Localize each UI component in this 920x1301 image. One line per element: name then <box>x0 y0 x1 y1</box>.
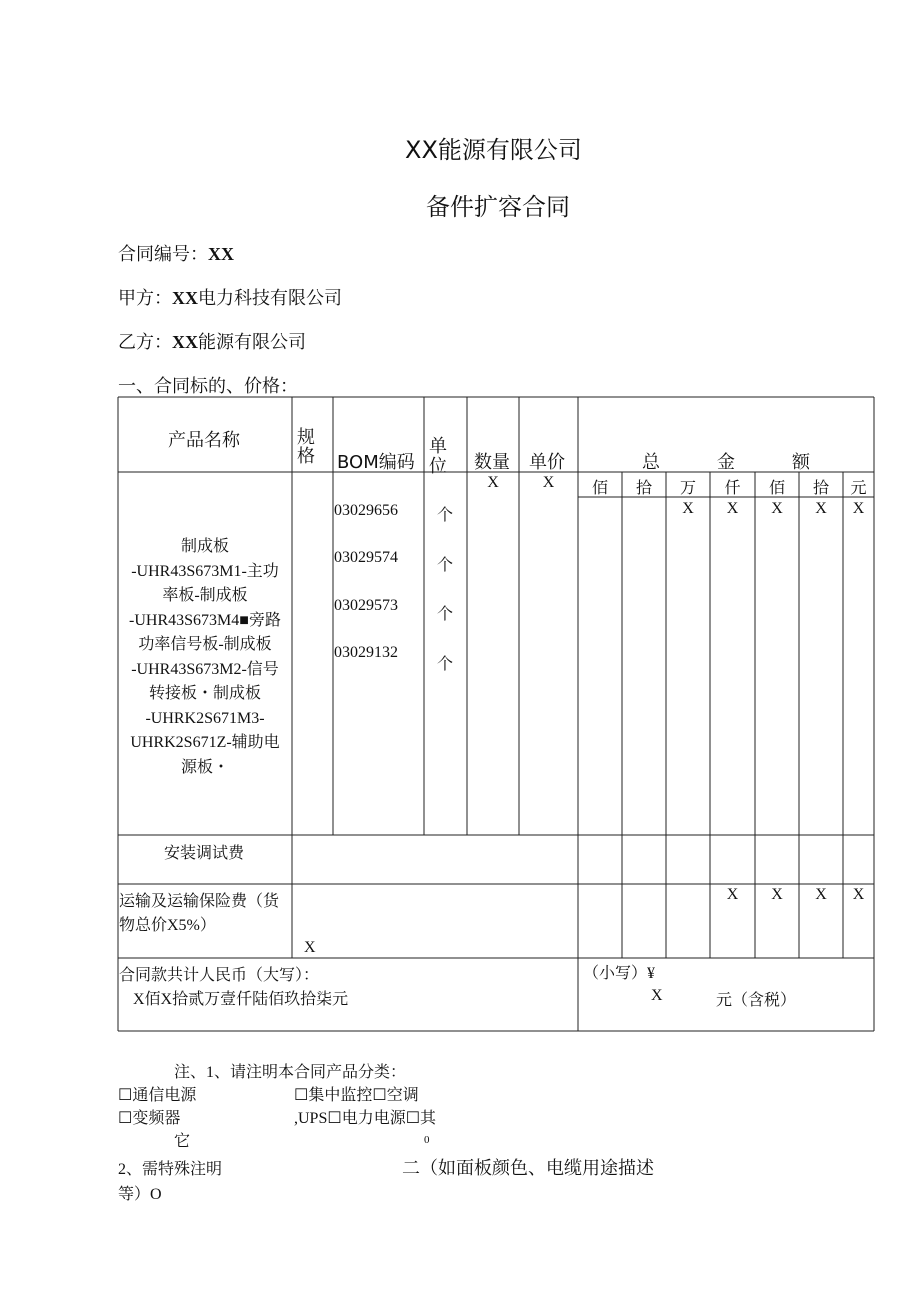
product-amount-qian: X <box>726 500 739 517</box>
header-total-2: 金 <box>717 452 735 473</box>
product-line: -UHR43S673M2-信号 <box>131 660 279 678</box>
digit-header-shi: 拾 <box>812 480 829 497</box>
product-line: 制成板 <box>180 538 229 555</box>
transport-line-2: 物总价X5%） <box>119 917 216 934</box>
digit-header-qian: 仟 <box>724 480 741 497</box>
header-spec-2: 格 <box>297 446 315 467</box>
install-fee-label: 安装调试费 <box>164 845 245 862</box>
option-communication-power: ☐通信电源 <box>118 1087 197 1104</box>
note-2-label: 2、需特殊注明 <box>118 1161 223 1178</box>
header-unit-1: 单 <box>429 436 447 457</box>
transport-amount-bai: X <box>771 886 783 903</box>
option-monitor-aircon: ☐集中监控☐空调 <box>294 1087 419 1104</box>
product-line: 功率信号板-制成板 <box>138 636 272 653</box>
header-unit-price: 单价 <box>529 452 565 473</box>
header-product-name: 产品名称 <box>168 430 240 451</box>
product-line: 率板-制成板 <box>162 587 248 604</box>
product-amount-bai: X <box>771 500 783 517</box>
total-lower-label: （小写）¥ <box>583 965 656 982</box>
product-amount-wan: X <box>682 500 694 517</box>
product-line: 源板・ <box>180 758 229 776</box>
unit-value: 个 <box>437 507 454 524</box>
bom-code: 03029573 <box>334 597 398 614</box>
header-quantity: 数量 <box>474 452 510 473</box>
total-lower-suffix: 元（含税） <box>716 992 797 1009</box>
note-2-text: 二（如面板颜色、电缆用途描述 <box>402 1158 654 1179</box>
unit-value: 个 <box>437 656 454 673</box>
party-a-label: 甲方： <box>118 288 172 309</box>
product-line: UHRK2S671Z-辅助电 <box>130 734 280 751</box>
party-b-prefix: XX <box>172 332 198 352</box>
header-bom <box>337 448 415 474</box>
bom-code: 03029656 <box>334 502 398 519</box>
party-a-name: 电力科技有限公司 <box>198 288 342 309</box>
digit-header-bai: 佰 <box>768 480 785 497</box>
unit-value: 个 <box>437 606 454 623</box>
zero-mark: 0 <box>424 1134 430 1146</box>
header-total-1: 总 <box>642 452 660 473</box>
product-line: -UHR43S673M4■旁路 <box>129 611 281 629</box>
digit-header-bai-hundred-million: 佰 <box>591 480 608 497</box>
unit-value: 个 <box>437 557 454 574</box>
option-inverter: ☐变频器 <box>118 1110 181 1127</box>
digit-header-wan: 万 <box>679 480 696 497</box>
digit-header-yuan: 元 <box>850 480 867 497</box>
bom-code: 03029132 <box>334 644 398 661</box>
company-title-text: XX能源有限公司 <box>405 136 582 164</box>
contract-number-label: 合同编号： <box>118 244 208 265</box>
quantity-value: X <box>487 474 499 491</box>
contract-number-value: XX <box>208 244 234 264</box>
party-b-name: 能源有限公司 <box>198 332 306 353</box>
note-1: 注、1、请注明本合同产品分类： <box>174 1064 407 1081</box>
contract-title-text: 备件扩容合同 <box>426 193 570 221</box>
party-b-label: 乙方： <box>118 332 172 353</box>
total-upper-value: X佰X拾贰万壹仟陆佰玖拾柒元 <box>133 991 349 1008</box>
product-amount-shi: X <box>815 500 827 517</box>
product-line: 转接板・制成板 <box>148 685 261 702</box>
section1-title-text: 一、合同标的、价格： <box>118 376 298 397</box>
header-unit-2: 位 <box>429 456 447 477</box>
transport-amount-shi: X <box>815 886 827 903</box>
product-name-block <box>118 535 292 780</box>
header-total-3: 额 <box>792 452 810 473</box>
transport-line-1: 运输及运输保险费（货 <box>119 893 280 910</box>
product-amount-yuan: X <box>852 500 865 517</box>
option-other-tail: 它 <box>174 1133 191 1150</box>
unit-price-value: X <box>542 474 555 491</box>
option-ups-power-other: ,UPS☐电力电源☐其 <box>294 1110 437 1127</box>
transport-spec-x: X <box>304 939 316 956</box>
digit-header-shi-ten-million: 拾 <box>635 480 652 497</box>
header-spec-1: 规 <box>297 427 315 448</box>
header-bom-text: BOM编码 <box>337 452 415 473</box>
product-line: -UHR43S673M1-主功 <box>131 562 279 580</box>
bom-code: 03029574 <box>334 549 398 566</box>
party-a-prefix: XX <box>172 288 198 308</box>
total-upper-label: 合同款共计人民币（大写）： <box>119 967 320 984</box>
note-2-end: 等）O <box>118 1186 162 1203</box>
transport-amount-yuan: X <box>852 886 865 903</box>
transport-amount-qian: X <box>726 886 739 903</box>
total-lower-x: X <box>651 987 663 1004</box>
product-line: -UHRK2S671M3- <box>145 709 265 727</box>
